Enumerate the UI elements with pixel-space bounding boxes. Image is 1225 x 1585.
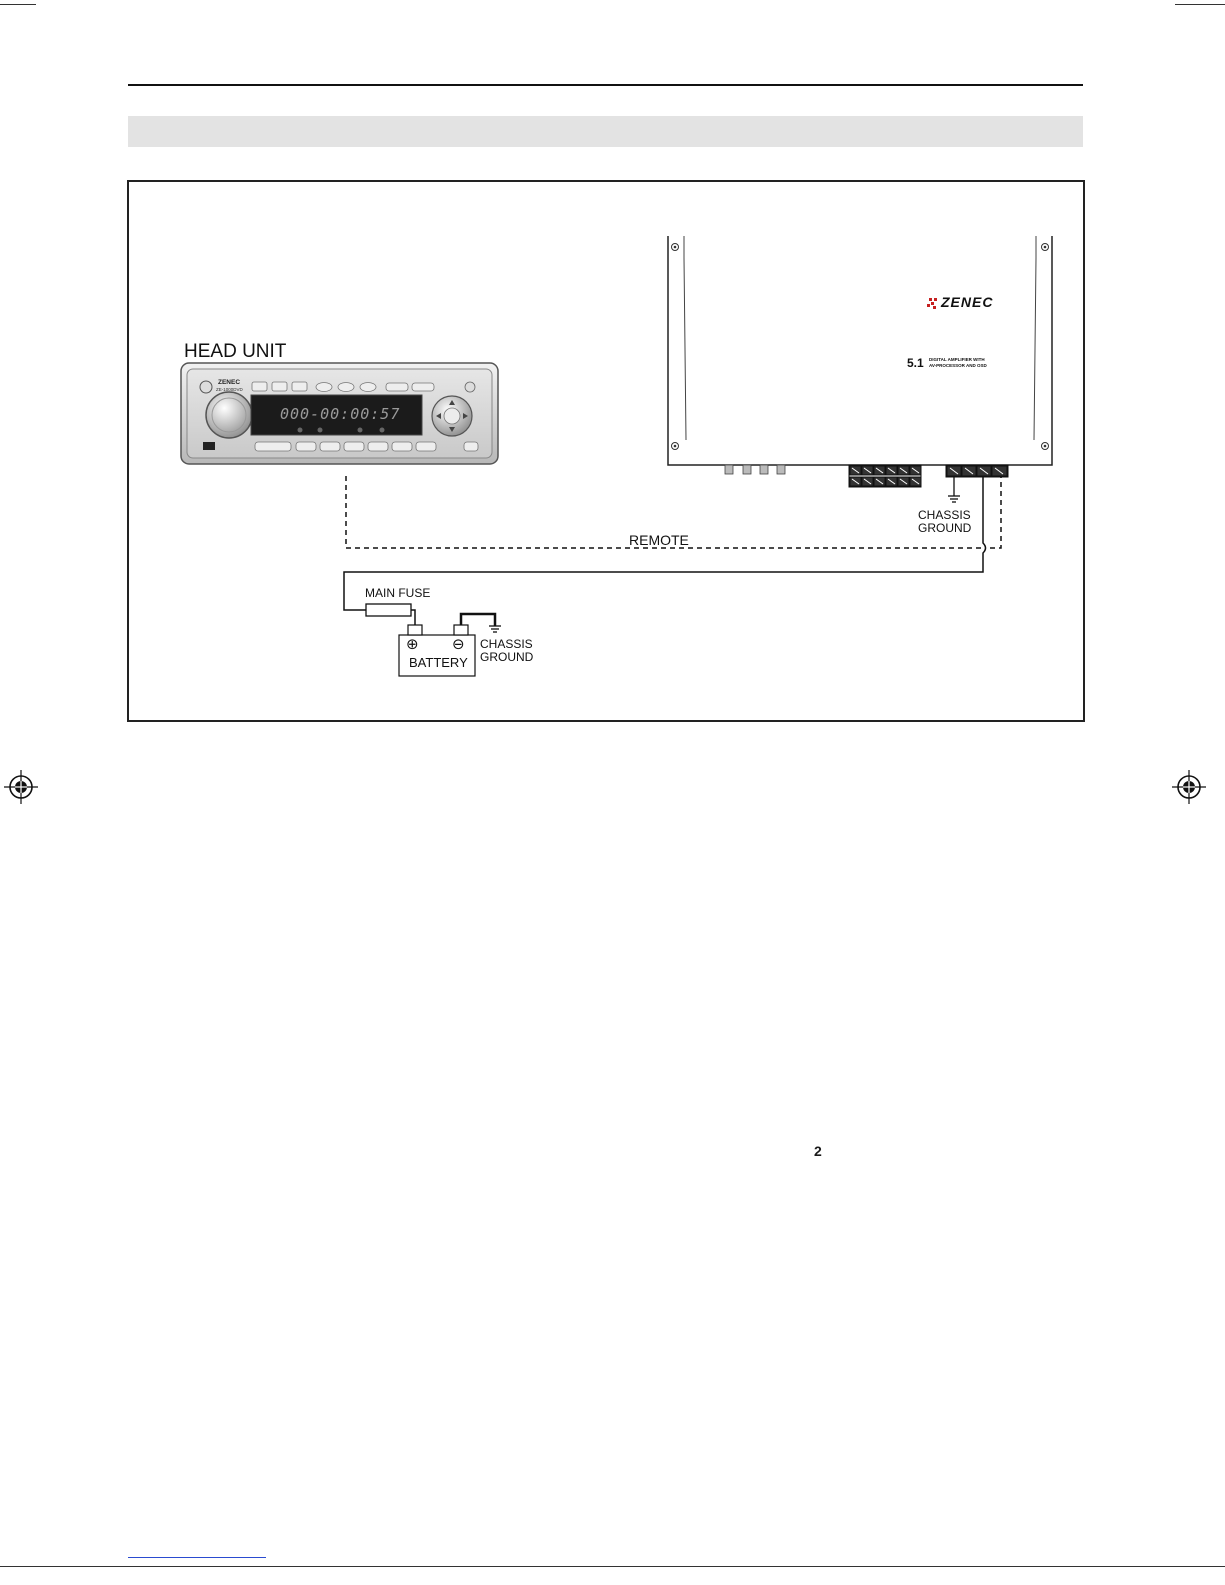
head-unit-display-digits: 000-00:00:57 — [280, 405, 401, 423]
battery-label: BATTERY — [409, 655, 468, 670]
amplifier-badge-number: 5.1 — [907, 356, 924, 370]
head-unit-model: ZE-1000DVD — [216, 387, 243, 392]
amplifier-illustration — [668, 236, 1052, 474]
wiring-diagram — [0, 0, 1225, 760]
amplifier-badge-line1: DIGITAL AMPLIFIER WITH — [929, 357, 985, 362]
battery-minus-icon: ⊖ — [452, 635, 465, 653]
registration-mark-left-icon — [4, 770, 38, 804]
head-unit-illustration — [181, 363, 498, 464]
battery-plus-icon: ⊕ — [406, 635, 419, 653]
amplifier-logo-icon — [927, 298, 937, 309]
crop-mark-bottom — [0, 1566, 1225, 1567]
amplifier-badge-line2: AV-PROCESSOR AND OSD — [929, 363, 987, 368]
amp-chassis-ground-line2: GROUND — [918, 521, 972, 535]
battery-ground-symbol-icon — [489, 626, 501, 632]
head-unit-label: HEAD UNIT — [184, 341, 287, 362]
page-number: 2 — [814, 1143, 822, 1159]
battery-chassis-ground-line1: CHASSIS — [480, 637, 533, 651]
amp-chassis-ground-line1: CHASSIS — [918, 508, 971, 522]
footer-underline — [128, 1557, 266, 1558]
remote-label: REMOTE — [629, 532, 689, 548]
registration-mark-right-icon — [1172, 770, 1206, 804]
battery-chassis-ground-line2: GROUND — [480, 650, 534, 664]
speaker-terminal-block — [849, 465, 921, 487]
amplifier-brand: ZENEC — [941, 294, 994, 310]
volume-knob — [206, 392, 252, 438]
head-unit-brand: ZENEC — [218, 379, 241, 386]
main-fuse-label: MAIN FUSE — [365, 586, 431, 600]
main-fuse — [366, 604, 411, 616]
amp-ground-symbol-icon — [948, 477, 960, 502]
